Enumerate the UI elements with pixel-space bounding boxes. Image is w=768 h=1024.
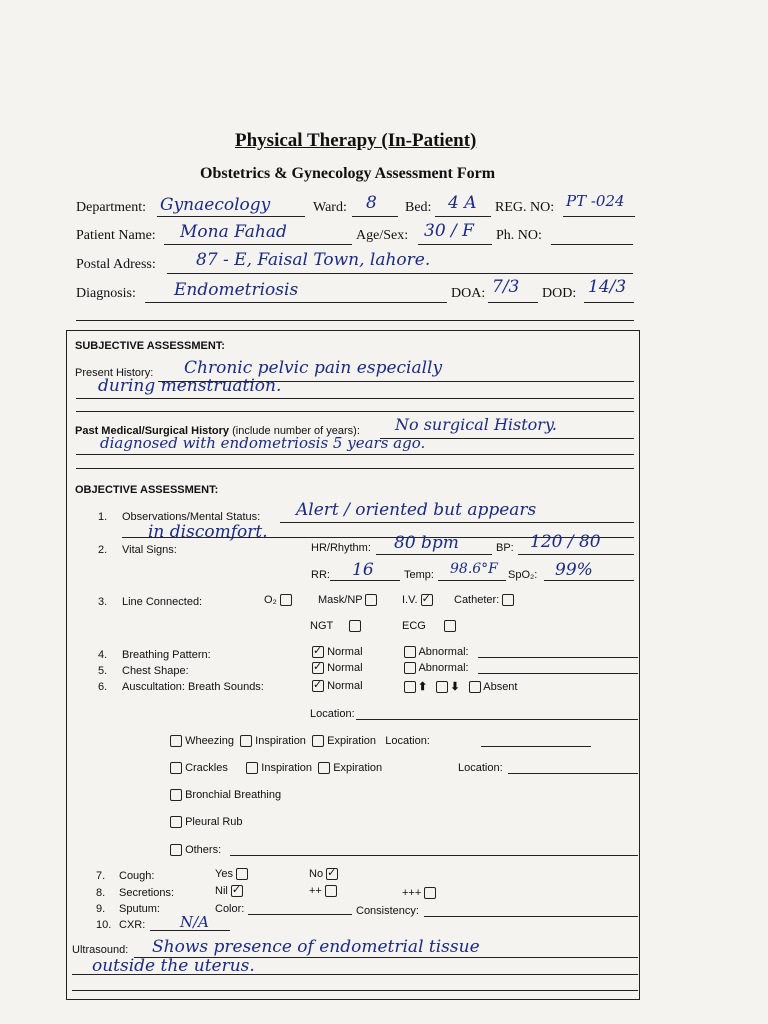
- diagnosis-label: Diagnosis:: [76, 286, 136, 301]
- vital-label: Vital Signs:: [122, 544, 177, 556]
- sec-nil-checkbox[interactable]: [231, 885, 243, 897]
- cs-normal-checkbox[interactable]: [312, 662, 324, 674]
- bronchial-checkbox[interactable]: [170, 789, 182, 801]
- others-option: Others:: [170, 844, 221, 856]
- iv-option: I.V. ✓: [402, 594, 433, 606]
- present-history-line2[interactable]: during menstruation.: [98, 376, 282, 396]
- pleural-option: Pleural Rub: [170, 816, 243, 828]
- temp-value[interactable]: 98.6°F: [450, 561, 498, 577]
- ultrasound-label: Ultrasound:: [72, 944, 129, 956]
- rr-value[interactable]: 16: [352, 560, 374, 580]
- ngt-option: NGT: [310, 620, 361, 632]
- arrow-down-icon: ⬇: [450, 681, 460, 693]
- catheter-checkbox[interactable]: [502, 594, 514, 606]
- doa-value[interactable]: 7/3: [492, 277, 520, 297]
- bp-normal-option: ✓ Normal: [312, 646, 363, 658]
- arrow-up-icon: ⬆: [418, 681, 428, 693]
- agesex-value[interactable]: 30 / F: [424, 221, 474, 241]
- ultrasound-line2[interactable]: outside the uterus.: [92, 956, 255, 976]
- past-history-line2[interactable]: diagnosed with endometriosis 5 years ago.: [100, 434, 426, 452]
- ngt-checkbox[interactable]: [349, 620, 361, 632]
- mask-option: Mask/NP: [318, 594, 377, 606]
- cs-abnormal-option: Abnormal:: [404, 662, 469, 674]
- o2-option: O₂: [264, 594, 292, 606]
- mask-checkbox[interactable]: [365, 594, 377, 606]
- rr-label: RR:: [311, 569, 330, 581]
- aus-arrows: ⬆ ⬇ Absent: [404, 680, 517, 693]
- aus6-num: 6.: [98, 681, 108, 693]
- department-label: Department:: [76, 200, 146, 215]
- sputum-label: Sputum:: [119, 903, 160, 915]
- ultrasound-line1[interactable]: Shows presence of endometrial tissue: [152, 937, 480, 957]
- phone-label: Ph. NO:: [496, 228, 542, 243]
- cough-label: Cough:: [119, 870, 155, 882]
- postal-value[interactable]: 87 - E, Faisal Town, lahore.: [196, 250, 431, 270]
- temp-label: Temp:: [404, 569, 434, 581]
- line-num: 3.: [98, 596, 108, 608]
- patient-label: Patient Name:: [76, 228, 156, 243]
- crackles-inspiration-checkbox[interactable]: [246, 762, 258, 774]
- aus-absent-checkbox[interactable]: [469, 681, 481, 693]
- dod-value[interactable]: 14/3: [588, 277, 627, 297]
- hr-label: HR/Rhythm:: [311, 542, 371, 554]
- sec-nil-option: Nil ✓: [215, 885, 243, 897]
- cough-num: 7.: [96, 870, 106, 882]
- past-history-label: Past Medical/Surgical History (include number of years):: [75, 425, 360, 437]
- wheezing-inspiration-checkbox[interactable]: [240, 735, 252, 747]
- catheter-option: Catheter:: [454, 594, 514, 606]
- bp4-label: Breathing Pattern:: [122, 649, 211, 661]
- cs-normal-option: ✓ Normal: [312, 662, 363, 674]
- cough-no-checkbox[interactable]: [326, 868, 338, 880]
- crackles-row: Crackles Inspiration Expiration: [170, 762, 382, 774]
- spo2-value[interactable]: 99%: [555, 560, 593, 580]
- sec-num: 8.: [96, 887, 106, 899]
- past-history-line1[interactable]: No surgical History.: [395, 415, 557, 434]
- cs-abnormal-checkbox[interactable]: [404, 662, 416, 674]
- present-history-label: Present History:: [75, 367, 154, 379]
- bp-label: BP:: [496, 542, 514, 554]
- sec-pp-option: ++: [309, 885, 337, 897]
- pleural-checkbox[interactable]: [170, 816, 182, 828]
- crackles-location-label: Location:: [458, 762, 503, 774]
- obs-line1[interactable]: Alert / oriented but appears: [296, 500, 537, 520]
- present-history-line1[interactable]: Chronic pelvic pain especially: [184, 358, 443, 378]
- reg-value[interactable]: PT -024: [566, 192, 625, 210]
- cs5-num: 5.: [98, 665, 108, 677]
- reg-label: REG. NO:: [495, 200, 555, 215]
- others-checkbox[interactable]: [170, 844, 182, 856]
- obs-line2[interactable]: in discomfort.: [148, 522, 268, 542]
- sec-ppp-option: +++: [402, 887, 436, 899]
- postal-label: Postal Adress:: [76, 257, 156, 272]
- aus-normal-checkbox[interactable]: [312, 680, 324, 692]
- cxr-label: CXR:: [119, 919, 146, 931]
- crackles-expiration-checkbox[interactable]: [318, 762, 330, 774]
- crackles-checkbox[interactable]: [170, 762, 182, 774]
- sputum-num: 9.: [96, 903, 106, 915]
- bp-abnormal-option: Abnormal:: [404, 646, 469, 658]
- department-value[interactable]: Gynaecology: [160, 195, 271, 215]
- obs-label: Observations/Mental Status:: [122, 511, 261, 523]
- bp-normal-checkbox[interactable]: [312, 646, 324, 658]
- sec-ppp-checkbox[interactable]: [424, 887, 436, 899]
- objective-heading: OBJECTIVE ASSESSMENT:: [75, 484, 219, 496]
- ward-value[interactable]: 8: [366, 193, 377, 213]
- cs5-label: Chest Shape:: [122, 665, 189, 677]
- bed-label: Bed:: [405, 200, 432, 215]
- sec-label: Secretions:: [119, 887, 175, 899]
- bp-abnormal-checkbox[interactable]: [404, 646, 416, 658]
- location-label: Location:: [310, 708, 355, 720]
- bp4-num: 4.: [98, 649, 108, 661]
- o2-checkbox[interactable]: [280, 594, 292, 606]
- patient-value[interactable]: Mona Fahad: [180, 222, 287, 242]
- diagnosis-value[interactable]: Endometriosis: [174, 280, 299, 300]
- form-title: Physical Therapy (In-Patient): [235, 130, 477, 151]
- hr-value[interactable]: 80 bpm: [394, 533, 459, 553]
- bed-value[interactable]: 4 A: [448, 193, 477, 213]
- vital-num: 2.: [98, 544, 108, 556]
- cough-yes-option: Yes: [215, 868, 248, 880]
- aus6-label: Auscultation: Breath Sounds:: [122, 681, 264, 693]
- cxr-value[interactable]: N/A: [180, 913, 210, 931]
- ecg-checkbox[interactable]: [444, 620, 456, 632]
- wheezing-checkbox[interactable]: [170, 735, 182, 747]
- aus-up-checkbox[interactable]: [404, 681, 416, 693]
- wheezing-expiration-checkbox[interactable]: [312, 735, 324, 747]
- agesex-label: Age/Sex:: [356, 228, 409, 243]
- aus-normal-option: ✓ Normal: [312, 680, 363, 692]
- form-subtitle: Obstetrics & Gynecology Assessment Form: [200, 165, 496, 182]
- subjective-heading: SUBJECTIVE ASSESSMENT:: [75, 340, 225, 352]
- bp-value[interactable]: 120 / 80: [530, 532, 601, 552]
- cough-yes-checkbox[interactable]: [236, 868, 248, 880]
- obs-num: 1.: [98, 511, 108, 523]
- wheezing-row: Wheezing Inspiration Expiration Location:: [170, 735, 430, 747]
- aus-down-checkbox[interactable]: [436, 681, 448, 693]
- dod-label: DOD:: [542, 286, 577, 301]
- consistency-label: Consistency:: [356, 905, 419, 917]
- cough-no-option: No ✓: [309, 868, 338, 880]
- doa-label: DOA:: [451, 286, 486, 301]
- cxr-num: 10.: [96, 919, 112, 931]
- bronchial-option: Bronchial Breathing: [170, 789, 281, 801]
- ecg-option: ECG: [402, 620, 456, 632]
- ward-label: Ward:: [313, 200, 347, 215]
- line-label: Line Connected:: [122, 596, 203, 608]
- sec-pp-checkbox[interactable]: [325, 885, 337, 897]
- iv-checkbox[interactable]: [421, 594, 433, 606]
- spo2-label: SpO₂:: [508, 569, 538, 581]
- color-label: Color:: [215, 903, 245, 915]
